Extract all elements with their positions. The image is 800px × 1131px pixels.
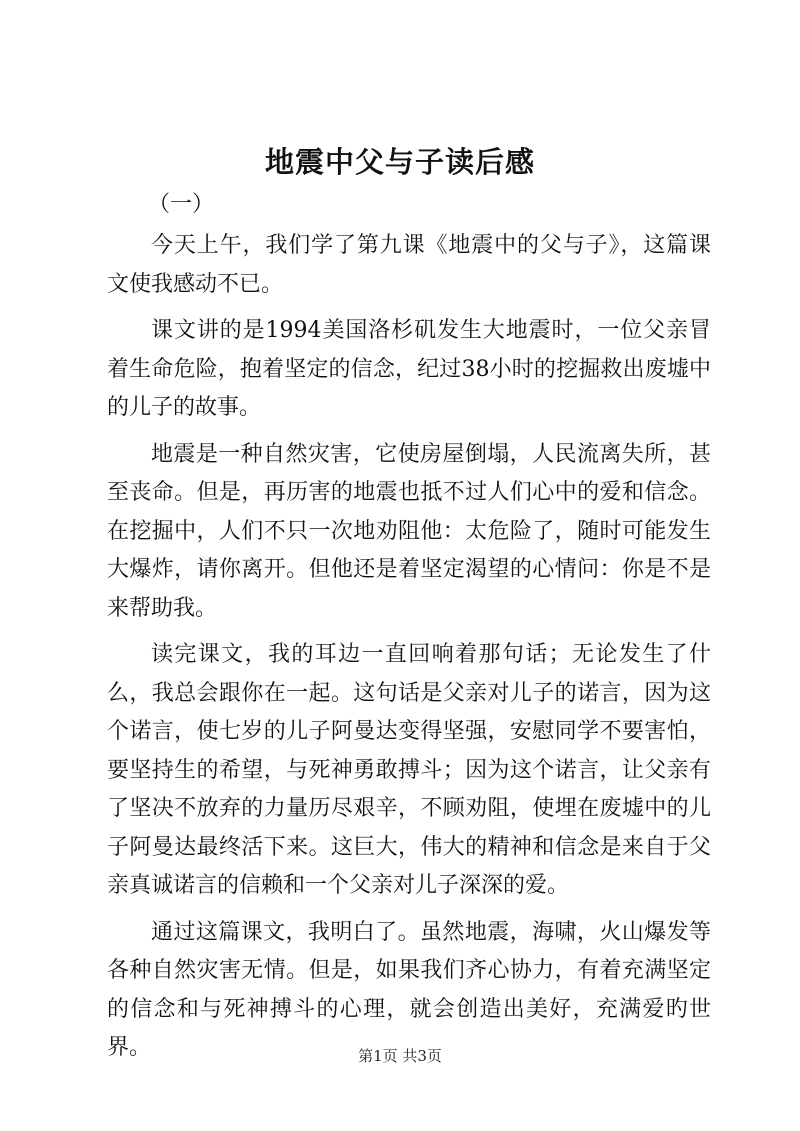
paragraph: 地震是一种自然灾害，它使房屋倒塌，人民流离失所，甚至丧命。但是，再历害的地震也抵不过人们心中的爱和信念。在挖掘中，人们不只一次地劝阻他：太危险了，随时可能发生大爆炸，请你离开。但他还是着坚定渴望的心情问：你是不是来帮助我。 [107, 441, 711, 621]
paragraph: 今天上午，我们学了第九课《地震中的父与子》，这篇课文使我感动不已。 [107, 233, 711, 297]
document-body [107, 227, 711, 1076]
paragraph: 课文讲的是1994美国洛杉矶发生大地震时，一位父亲冒着生命危险，抱着坚定的信念，纪过38小时的挖掘救出废墟中的儿子的故事。 [107, 318, 711, 420]
document-title: 地震中父与子读后感 [264, 145, 535, 179]
section-number: （一） [148, 192, 215, 217]
paragraph: 读完课文，我的耳边一直回响着那句话；无论发生了什么，我总会跟你在一起。这句话是父亲对儿子的诺言，因为这个诺言，使七岁的儿子阿曼达变得坚强，安慰同学不要害怕，要坚持生的希望，与死神勇敢搏斗；因为这个诺言，让父亲有了坚决不放弃的力量历尽艰辛，不顾劝阻，使埋在废墟中的儿子阿曼达最终活下来。这巨大，伟大的精神和信念是来自于父亲真诚诺言的信赖和一个父亲对儿子深深的爱。 [107, 642, 711, 898]
page-footer: 第1页 共3页 [358, 1047, 442, 1065]
paragraph: 通过这篇课文，我明白了。虽然地震，海啸，火山爆发等各种自然灾害无情。但是，如果我们齐心协力，有着充满坚定的信念和与死神搏斗的心理，就会创造出美好，充满爱旳世界。 [107, 919, 711, 1060]
